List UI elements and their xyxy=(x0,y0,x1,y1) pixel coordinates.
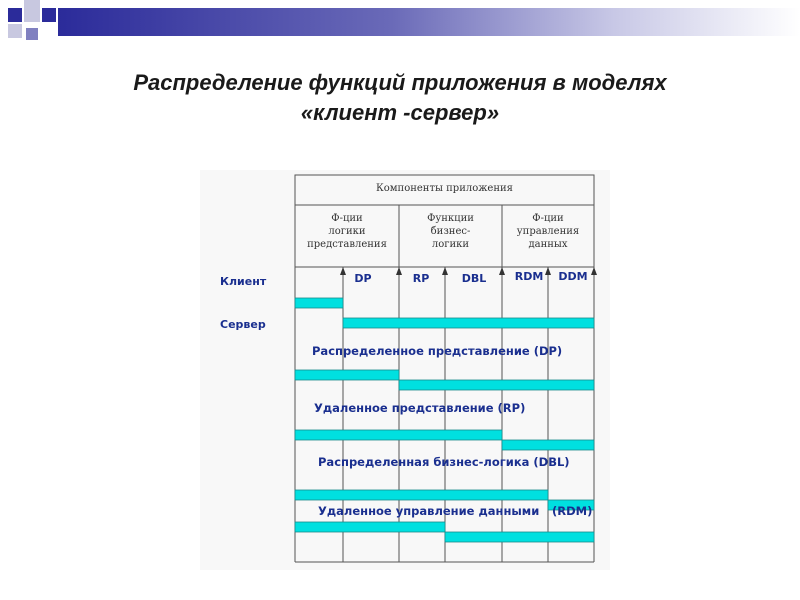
client-bar xyxy=(295,430,502,440)
column-code-dp: DP xyxy=(354,272,372,285)
corner-decoration xyxy=(0,0,800,60)
model-label-rdm-code: (RDM) xyxy=(552,504,593,518)
corner-square xyxy=(8,8,22,22)
client-bar xyxy=(295,298,343,308)
group-label-presentation: Ф-ции логики представления xyxy=(307,213,387,250)
server-bar xyxy=(399,380,594,390)
client-bar xyxy=(295,370,399,380)
header-title: Компоненты приложения xyxy=(375,183,513,194)
model-label-dp: Распределенное представление (DP) xyxy=(312,344,563,358)
client-bar xyxy=(295,522,445,532)
corner-square xyxy=(42,8,56,22)
model-label-dbl: Распределенная бизнес-логика (DBL) xyxy=(318,455,570,469)
group-label-business: Функции бизнес- логики xyxy=(427,213,474,250)
column-code-rdm: RDM xyxy=(514,270,544,283)
model-label-rp: Удаленное представление (RP) xyxy=(314,401,526,415)
column-code-dbl: DBL xyxy=(461,272,487,285)
corner-square xyxy=(26,28,38,40)
row-label-server: Сервер xyxy=(220,318,266,331)
corner-square xyxy=(8,24,22,38)
server-bar xyxy=(343,318,594,328)
slide-title xyxy=(40,68,760,128)
corner-square xyxy=(24,0,40,22)
row-label-client: Клиент xyxy=(220,275,267,288)
gradient-bar xyxy=(58,8,800,36)
column-code-rp: RP xyxy=(412,272,430,285)
server-bar xyxy=(445,532,594,542)
server-bar xyxy=(502,440,594,450)
client-server-diagram xyxy=(200,170,610,570)
slide-title-line2: «клиент -сервер» xyxy=(300,100,500,125)
client-bar xyxy=(295,490,548,500)
group-label-data: Ф-ции управления данных xyxy=(516,213,580,250)
column-code-ddm: DDM xyxy=(558,270,588,283)
slide-title-line1: Распределение функций приложения в моделях xyxy=(133,70,667,95)
model-label-rdm: Удаленное управление данными xyxy=(318,504,540,518)
